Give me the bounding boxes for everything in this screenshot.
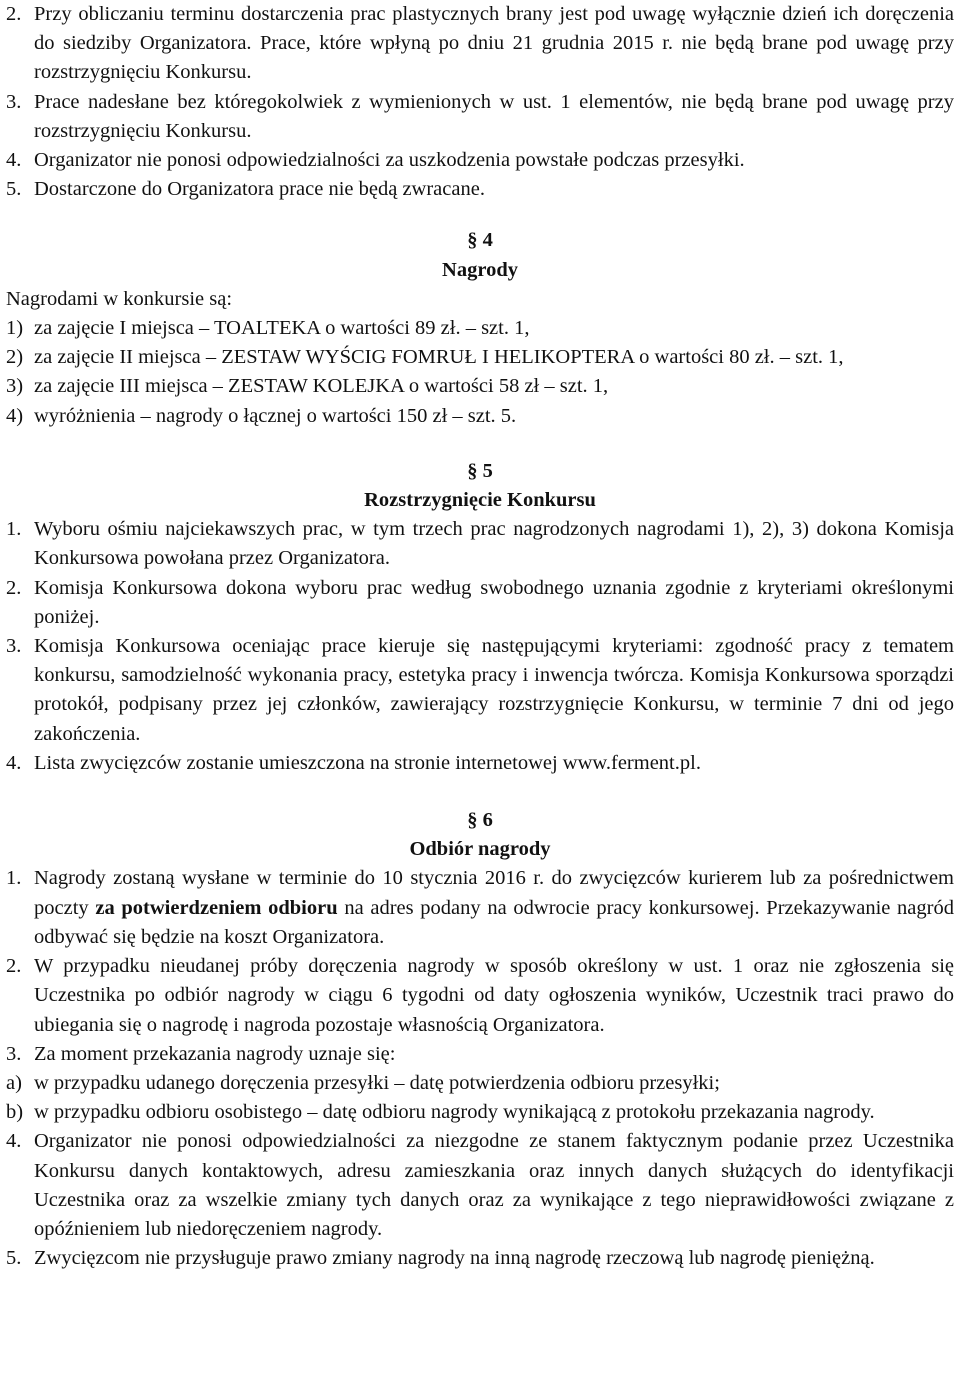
item-number: 3) [6, 375, 24, 398]
item-number: 4. [6, 149, 22, 172]
spacer [6, 204, 954, 226]
section-intro: Nagrodami w konkursie są: [6, 287, 233, 310]
item-number: 3. [6, 1042, 22, 1065]
item-number: 3. [6, 90, 22, 113]
item-text: Wyboru ośmiu najciekawszych prac, w tym trzech prac nagrodzonych nagrodami 1), 2), 3) dokona Komisja Konkursowa powołana przez Organizatora. [34, 518, 954, 570]
item-number: 4. [6, 751, 22, 774]
item-text-bold: za potwierdzeniem odbioru [95, 896, 338, 919]
list-item [6, 1040, 954, 1069]
section-title: Odbiór nagrody [409, 838, 551, 861]
spacer [6, 431, 954, 457]
section-title: Nagrody [442, 258, 518, 281]
section-number: § 5 [467, 459, 493, 482]
item-number: 4) [6, 404, 24, 427]
list-item [6, 864, 954, 952]
item-text [34, 864, 954, 952]
list-item [6, 0, 954, 88]
item-number: 1) [6, 317, 24, 340]
item-text: Za moment przekazania nagrody uznaje się: [34, 1042, 396, 1065]
item-text: Zwycięzcom nie przysługuje prawo zmiany nagrody na inną nagrodę rzeczową lub nagrodę pieniężną. [34, 1247, 875, 1270]
list-item [6, 175, 954, 204]
item-number: 2) [6, 346, 24, 369]
item-text: za zajęcie II miejsca – ZESTAW WYŚCIG FOMRUŁ I HELIKOPTERA o wartości 80 zł. – szt. 1, [34, 346, 844, 369]
item-text: wyróżnienia – nagrody o łącznej o wartości 150 zł – szt. 5. [34, 404, 517, 427]
sub-item [6, 1098, 954, 1127]
item-number: 2. [6, 3, 22, 25]
item-text: Dostarczone do Organizatora prace nie będą zwracane. [34, 178, 485, 201]
list-item [6, 515, 954, 573]
list-item [6, 88, 954, 146]
list-item [6, 574, 954, 632]
item-text: za zajęcie I miejsca – TOALTEKA o wartości 89 zł. – szt. 1, [34, 317, 530, 340]
item-number: 5. [6, 1247, 22, 1270]
prize-item [6, 372, 954, 401]
list-item [6, 952, 954, 1040]
list-item [6, 1244, 954, 1273]
item-number: 3. [6, 635, 22, 658]
item-number: 1. [6, 867, 22, 890]
item-text: Przy obliczaniu terminu dostarczenia prac plastycznych brany jest pod uwagę wyłącznie dzień ich doręczenia do siedziby Organizatora. Prace, które wpłyną po dniu 21 grudnia 2015 r. nie będą brane pod uwagę przy rozstrzygnięciu Konkursu. [34, 3, 954, 84]
item-text: za zajęcie III miejsca – ZESTAW KOLEJKA o wartości 58 zł – szt. 1, [34, 375, 609, 398]
item-number: 1. [6, 518, 22, 541]
item-text: Prace nadesłane bez któregokolwiek z wymienionych w ust. 1 elementów, nie będą brane pod uwagę przy rozstrzygnięciu Konkursu. [34, 90, 954, 142]
item-text-part: Nagrody zostaną wysłane w terminie do 10 stycznia 2016 r. do zwycięzców kurierem lub za pośrednictwem poczty [34, 867, 954, 919]
item-number: 4. [6, 1130, 22, 1153]
item-text: Lista zwycięzców zostanie umieszczona na stronie internetowej www.ferment.pl. [34, 751, 701, 774]
list-item [6, 146, 954, 175]
item-text: W przypadku nieudanej próby doręczenia nagrody w sposób określony w ust. 1 oraz nie zgłoszenia się Uczestnika po odbiór nagrody w ciągu 6 tygodni od daty ogłoszenia wyników, Uczestnik traci prawo do ubiegania się o nagrodę i nagroda pozostaje własnością Organizatora. [34, 955, 954, 1036]
section-title: Rozstrzygnięcie Konkursu [364, 489, 596, 512]
section-number: § 6 [467, 809, 493, 832]
item-number: 5. [6, 178, 22, 201]
item-number: a) [6, 1071, 22, 1094]
prize-item [6, 314, 954, 343]
sub-item [6, 1069, 954, 1098]
item-number: b) [6, 1101, 24, 1124]
prize-item [6, 402, 954, 431]
item-text: Komisja Konkursowa dokona wyboru prac według swobodnego uznania zgodnie z kryteriami określonymi poniżej. [34, 576, 954, 628]
spacer [6, 778, 954, 806]
item-number: 2. [6, 576, 22, 599]
item-number: 2. [6, 955, 22, 978]
prize-item [6, 343, 954, 372]
item-text: w przypadku udanego doręczenia przesyłki – datę potwierdzenia odbioru przesyłki; [34, 1071, 720, 1094]
list-item [6, 1127, 954, 1244]
item-text: Organizator nie ponosi odpowiedzialności za uszkodzenia powstałe podczas przesyłki. [34, 149, 745, 172]
list-item [6, 632, 954, 749]
item-text: Organizator nie ponosi odpowiedzialności za niezgodne ze stanem faktycznym podanie przez Uczestnika Konkursu danych kontaktowych, adresu zamieszkania oraz innych danych służących do identyfikacji Uczestnika oraz za wszelkie zmiany tych danych oraz za wynikające z tego nieprawidłowości związane z opóźnieniem lub niedoręczeniem nagrody. [34, 1130, 954, 1240]
item-text: w przypadku odbioru osobistego – datę odbioru nagrody wynikającą z protokołu przekazania nagrody. [34, 1101, 875, 1124]
list-item [6, 749, 954, 778]
section-number: § 4 [467, 229, 493, 252]
item-text: Komisja Konkursowa oceniając prace kieruje się następującymi kryteriami: zgodność pracy z tematem konkursu, samodzielność wykonania pracy, estetyka pracy i inwencja twórcza. Komisja Konkursowa sporządzi protokół, podpisany przez jej członków, zawierający rozstrzygnięcie Konkursu, w terminie 7 dni od jego zakończenia. [34, 635, 954, 745]
item-text-part: na adres podany na odwrocie pracy konkursowej. Przekazywanie nagród odbywać się będzie na koszt Organizatora. [34, 896, 954, 948]
